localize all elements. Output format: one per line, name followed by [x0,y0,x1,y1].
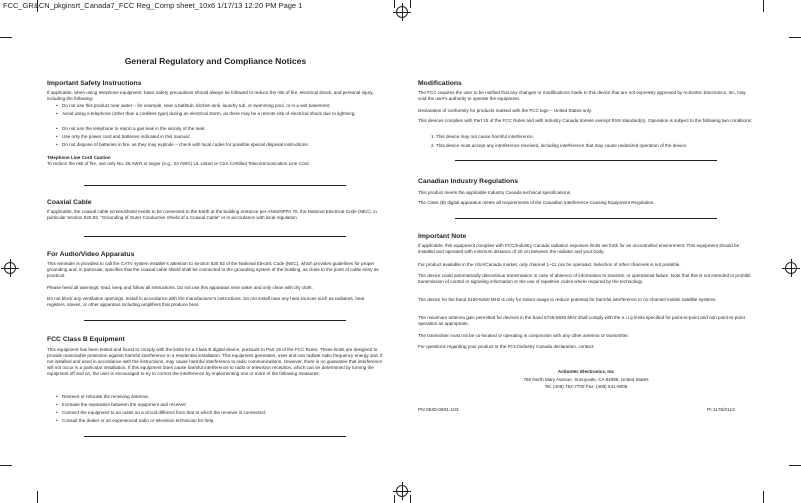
registration-mark-icon [4,262,16,274]
cord-caution-heading: Telephone Line Cord Caution [47,155,111,160]
condition-item: 2. This device must accept any interference received, including interference that may cause undesired operation of the device. [431,143,688,148]
fold-mark [394,495,395,503]
note-paragraph-7: For questions regarding your product or the FCC/Industry Canada declaration, contact: [418,344,595,349]
av-paragraph-2: Please heed all warnings; read, keep and follow all instructions. Do not use this apparatus near water and only clean with dry cloth. [47,285,313,290]
note-paragraph-6: The transmitter must not be co-located or operating in conjunction with any other antenna or transmitter. [418,333,629,338]
note-paragraph-5: The maximum antenna gain permitted for devices in the band 5725-5825 MHz shall comply with the e.i.r.p limits specified for point-to-point and non point-to-point operation as appropriate. [418,315,745,327]
note-paragraph-3: The device could automatically discontinue transmission in case of absence of information to transmit, or operational failure. Note that this is not intended to prohibit transmission of control or signaling information or the use of repetitive codes where required by the technology. [418,273,751,285]
modifications-paragraph-2: Declaration of conformity for products marked with the FCC logo – United States only. [418,108,593,113]
safety-bullet: • Use only the power cord and batteries indicated in this manual; [55,134,388,140]
classb-text: This equipment has been tested and found to comply with the limits for a Class B digital device, pursuant to Part 15 of the FCC Rules. These limits are designed to provide reasonable protection against harmful interference in a residential installation. This equipment generates, uses and can radiate radio frequency energy and, if not installed and used in accordance with the instructions, may cause harmful interference to radio communications. However, there is no guarantee that interference will not occur in a particular installation. If this equipment does cause harmful interference to radio or television reception, which can be determined by turning the equipment off and on, the user is encouraged to try to correct the interference by implementing one or more of the following measures: [47,347,383,377]
divider [455,160,717,161]
condition-item: 1. This device may not cause harmful interference; [431,134,534,139]
safety-bullet: • Do not use this product near water – for example, near a bathtub, kitchen sink, laundry tub, or swimming pool, or in a wet basement; [55,103,388,109]
safety-bullet: • Avoid using a telephone (other than a cordless type) during an electrical storm, as there may be a remote risk of electrical shock due to lightning; [55,111,388,117]
part-number: PN 0530-0601-103 [418,408,459,413]
fold-mark [394,0,395,8]
modifications-heading: Modifications [418,80,462,87]
note-heading: Important Note [418,233,467,240]
modifications-paragraph-3: This devices complies with Part 15 of the FCC Rules and with Industry Canada license exempt RSS standard(s). Operation is subject to the following two conditions: [418,118,753,123]
contact-phone: Tel: (408) 752-7700 Fax: (408) 541-9005 [544,384,628,389]
crop-mark [789,465,801,466]
crop-mark [0,37,12,38]
divider [84,320,346,321]
fold-mark [410,0,411,8]
canada-paragraph-2: The Class (B) digital apparatus meets all requirements of the Canadian Interference-Causing Equipment Regulation. [418,200,655,205]
classb-bullet: • Reorient or relocate the receiving antenna; [55,394,388,400]
cord-caution-text: To reduce the risk of fire, use only No. 26 AWG or larger (e.g., 24 AWG) UL Listed or CSA Certified Telecommunication Line Cord. [47,161,310,166]
note-paragraph-2: For product available in the USA/Canada market, only channel 1~11 can be operated. Selection of other channels is not possible. [418,262,681,267]
note-paragraph-4: The device for the band 5150-5250 MHz is only for indoor usage to reduce potential for harmful interference to co-channel mobile satellite systems. [418,297,717,302]
crop-mark [789,37,801,38]
fold-mark [410,495,411,503]
note-paragraph-1: If applicable, this equipment complies with FCC/Industry Canada radiation exposure limits set forth for an uncontrolled environment. This equipment should be installed and operated with minimum distance of 20 cm between the radiator and your body. [418,243,740,255]
divider [84,185,346,186]
classb-bullet: • Increase the separation between the equipment and receiver; [55,402,388,408]
crop-mark [763,0,764,12]
registration-mark-icon [785,262,797,274]
registration-mark-icon [396,6,408,18]
av-paragraph-1: This reminder is provided to call the CATV system installer's attention to Section 820.93 of the National Electric Code (NEC), which provides guidelines for proper grounding and, in particular, specifies that the coaxial cable shield shall be connected to the grounding system of the building, as close to the point of cable entry as practical. [47,261,379,279]
print-code: PI 1176/0113 [707,408,735,413]
crop-mark [763,491,764,503]
coax-text: If applicable, the coaxial cable screen/shield needs to be connected to the Earth at the building entrance per ANSI/NFPA 70, the National Electrical Code (NEC), in particular Section 820.93, “Grounding of Outer Conductive Shield of a Coaxial Cable” or in accordance with local regulation. [47,209,377,221]
canada-heading: Canadian Industry Regulations [418,178,519,185]
crop-mark [37,491,38,503]
registration-mark-icon [396,485,408,497]
coax-heading: Coaxial Cable [47,199,92,206]
safety-intro: If applicable, when using telephone equipment, basic safety precautions should always be followed to reduce the risk of fire, electrical shock, and personal injury, including the following: [47,90,374,102]
contact-address: 760 North Mary Avenue, Sunnyvale, CA 94086, United States [523,377,649,382]
av-paragraph-3: Do not block any ventilation openings. Install in accordance with the manufacturer's instructions. Do not install near any heat sources such as radiators, heat registers, stoves, or other apparatus including amplifiers that produce heat. [47,296,365,308]
page-title: General Regulatory and Compliance Notices [124,56,307,66]
safety-heading: Important Safety Instructions [47,80,142,87]
divider [455,218,717,219]
classb-bullet: • Connect the equipment to an outlet on a circuit different from that to which the receiver is connected; [55,410,388,416]
av-heading: For Audio/Video Apparatus [47,251,135,258]
canada-paragraph-1: This product meets the applicable Industry Canada technical specifications. [418,190,572,195]
safety-bullet: • Do not use the telephone to report a gas leak in the vicinity of the leak; [55,126,388,132]
divider [84,436,346,437]
divider [84,236,346,237]
modifications-paragraph-1: The FCC requires the user to be notified that any changes or modifications made to this device that are not expressly approved by Actiontec Electronics, Inc, may void the user's authority to operate the equipment. [418,90,746,102]
classb-bullet: • Consult the dealer or an experienced radio or television technician for help. [55,418,388,424]
classb-heading: FCC Class B Equipment [47,336,125,343]
print-slug: FCC_GR&CN_pkginsrt_Canada7_FCC Reg_Comp sheet_10x6 1/17/13 12:20 PM Page 1 [3,1,303,10]
safety-bullet: • Do not dispose of batteries in fire, as they may explode – check with local codes for possible special disposal instructions. [55,142,388,148]
contact-company: Actiontec Electronics, Inc [557,369,615,374]
crop-mark [37,0,38,12]
crop-mark [0,465,12,466]
